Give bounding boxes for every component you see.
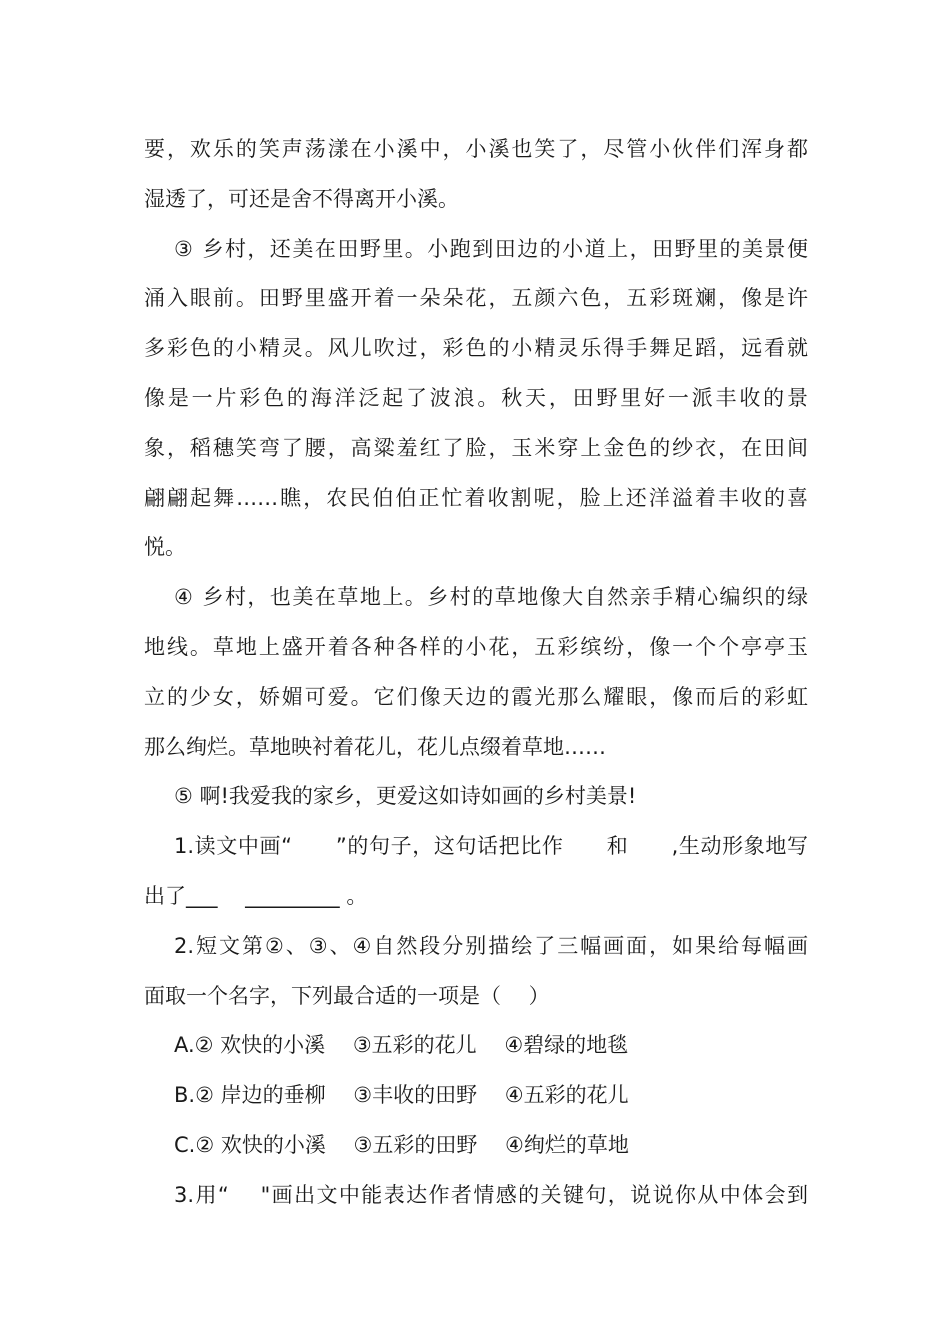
text-line: ③ 乡村，还美在田野里。小跑到田边的小道上，田野里的美景便 bbox=[174, 236, 808, 261]
text-line: B.② 岸边的垂柳 ③丰收的田野 ④五彩的花儿 bbox=[174, 1083, 629, 1108]
text-line: C.② 欢快的小溪 ③五彩的田野 ④绚烂的草地 bbox=[174, 1132, 629, 1157]
text-line: 翩翩起舞……瞧，农民伯伯正忙着收割呢，脸上还洋溢着丰收的喜 bbox=[144, 485, 808, 510]
text-line: 涌入眼前。田野里盛开着一朵朵花，五颜六色，五彩斑斓，像是许 bbox=[144, 286, 808, 311]
text-line: 3.用“ "画出文中能表达作者情感的关键句，说说你从中体会到 bbox=[174, 1182, 808, 1207]
text-line: ⑤ 啊!我爱我的家乡，更爱这如诗如画的乡村美景! bbox=[174, 784, 637, 809]
document-body bbox=[144, 125, 808, 1221]
text-line: 要，欢乐的笑声荡漾在小溪中，小溪也笑了，尽管小伙伴们浑身都 bbox=[144, 137, 808, 161]
text-line: 地线。草地上盛开着各种各样的小花，五彩缤纷，像一个个亭亭玉 bbox=[144, 634, 808, 659]
text-line: 悦。 bbox=[144, 535, 186, 560]
text-line: 像是一片彩色的海洋泛起了波浪。秋天，田野里好一派丰收的景 bbox=[144, 385, 808, 410]
text-line: 那么绚烂。草地映衬着花儿，花儿点缀着草地…… bbox=[144, 734, 606, 759]
text-line: A.② 欢快的小溪 ③五彩的花儿 ④碧绿的地毯 bbox=[174, 1033, 629, 1058]
text-line: 多彩色的小精灵。风儿吹过，彩色的小精灵乐得手舞足蹈，远看就 bbox=[144, 336, 808, 361]
text-line: 湿透了，可还是舍不得离开小溪。 bbox=[144, 186, 459, 211]
text-line: 出了___ _________ 。 bbox=[144, 883, 368, 908]
text-line: 面取一个名字，下列最合适的一项是（ ） bbox=[144, 983, 550, 1008]
text-line: 1.读文中画“ ”的句子，这句话把比作 和 ,生动形象地写 bbox=[174, 834, 808, 859]
text-line: 立的少女，娇媚可爱。它们像天边的霞光那么耀眼，像而后的彩虹 bbox=[144, 684, 808, 709]
text-line: 象，稻穗笑弯了腰，高粱羞红了脸，玉米穿上金色的纱衣，在田间 bbox=[144, 435, 808, 460]
text-line: 2.短文第②、③、④自然段分别描绘了三幅画面，如果给每幅画 bbox=[174, 933, 808, 958]
text-line: ④ 乡村，也美在草地上。乡村的草地像大自然亲手精心编织的绿 bbox=[174, 585, 808, 610]
